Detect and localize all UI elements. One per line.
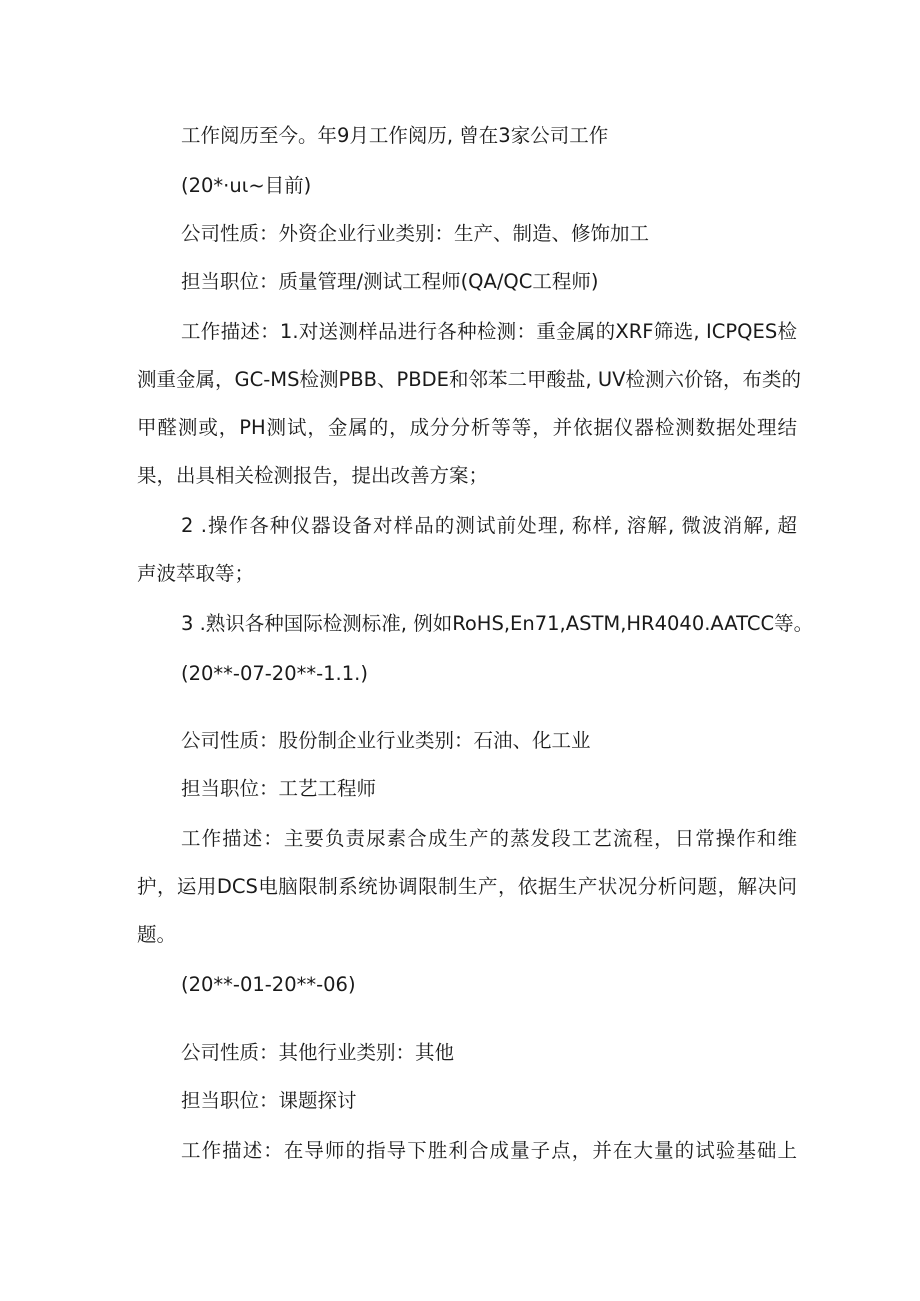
job-2-position: 担当职位：工艺工程师 <box>181 777 377 800</box>
job-1-period: (20*·uι~目前) <box>181 174 312 197</box>
job-2-description-line-3: 题。 <box>137 923 177 946</box>
job-1-description-line-1: 工作描述：1.对送测样品进行各种检测：重金属的XRF筛选, ICPQES检 <box>181 320 797 343</box>
job-1-description-line-3: 甲醛测或，PH测试，金属的，成分分析等等，并依据仪器检测数据处理结 <box>137 416 797 439</box>
job-1-item-2-line-1: 2 .操作各种仪器设备对样品的测试前处理, 称样, 溶解, 微波消解, 超 <box>181 514 797 537</box>
job-1-description-line-2: 测重金属，GC-MS检测PBB、PBDE和邻苯二甲酸盐, UV检测六价铬，布类的 <box>137 368 801 391</box>
job-3-period: (20**-01-20**-06) <box>181 973 356 996</box>
job-1-item-2-line-2: 声波萃取等； <box>137 562 255 585</box>
job-2-company-nature: 公司性质：股份制企业行业类别：石油、化工业 <box>181 729 591 752</box>
job-1-item-3: 3 .熟识各种国际检测标准, 例如RoHS,En71,ASTM,HR4040.AATCC等。 <box>181 612 814 635</box>
job-2-description-line-1: 工作描述：主要负责尿素合成生产的蒸发段工艺流程，日常操作和维 <box>181 827 797 850</box>
job-2-description-line-2: 护，运用DCS电脑限制系统协调限制生产，依据生产状况分析问题，解决问 <box>137 875 797 898</box>
work-history-intro: 工作阅历至今。年9月工作阅历, 曾在3家公司工作 <box>181 124 609 147</box>
job-3-description-line-1: 工作描述：在导师的指导下胜利合成量子点，并在大量的试验基础上 <box>181 1139 797 1162</box>
job-1-company-nature: 公司性质：外资企业行业类别：生产、制造、修饰加工 <box>181 222 650 245</box>
job-3-position: 担当职位：课题探讨 <box>181 1089 357 1112</box>
job-1-position: 担当职位：质量管理/测试工程师(QA/QC工程师) <box>181 270 599 293</box>
job-3-company-nature: 公司性质：其他行业类别：其他 <box>181 1041 455 1064</box>
job-2-period: (20**-07-20**-1.1.) <box>181 662 368 685</box>
job-1-description-line-4: 果，出具相关检测报告，提出改善方案； <box>137 464 489 487</box>
